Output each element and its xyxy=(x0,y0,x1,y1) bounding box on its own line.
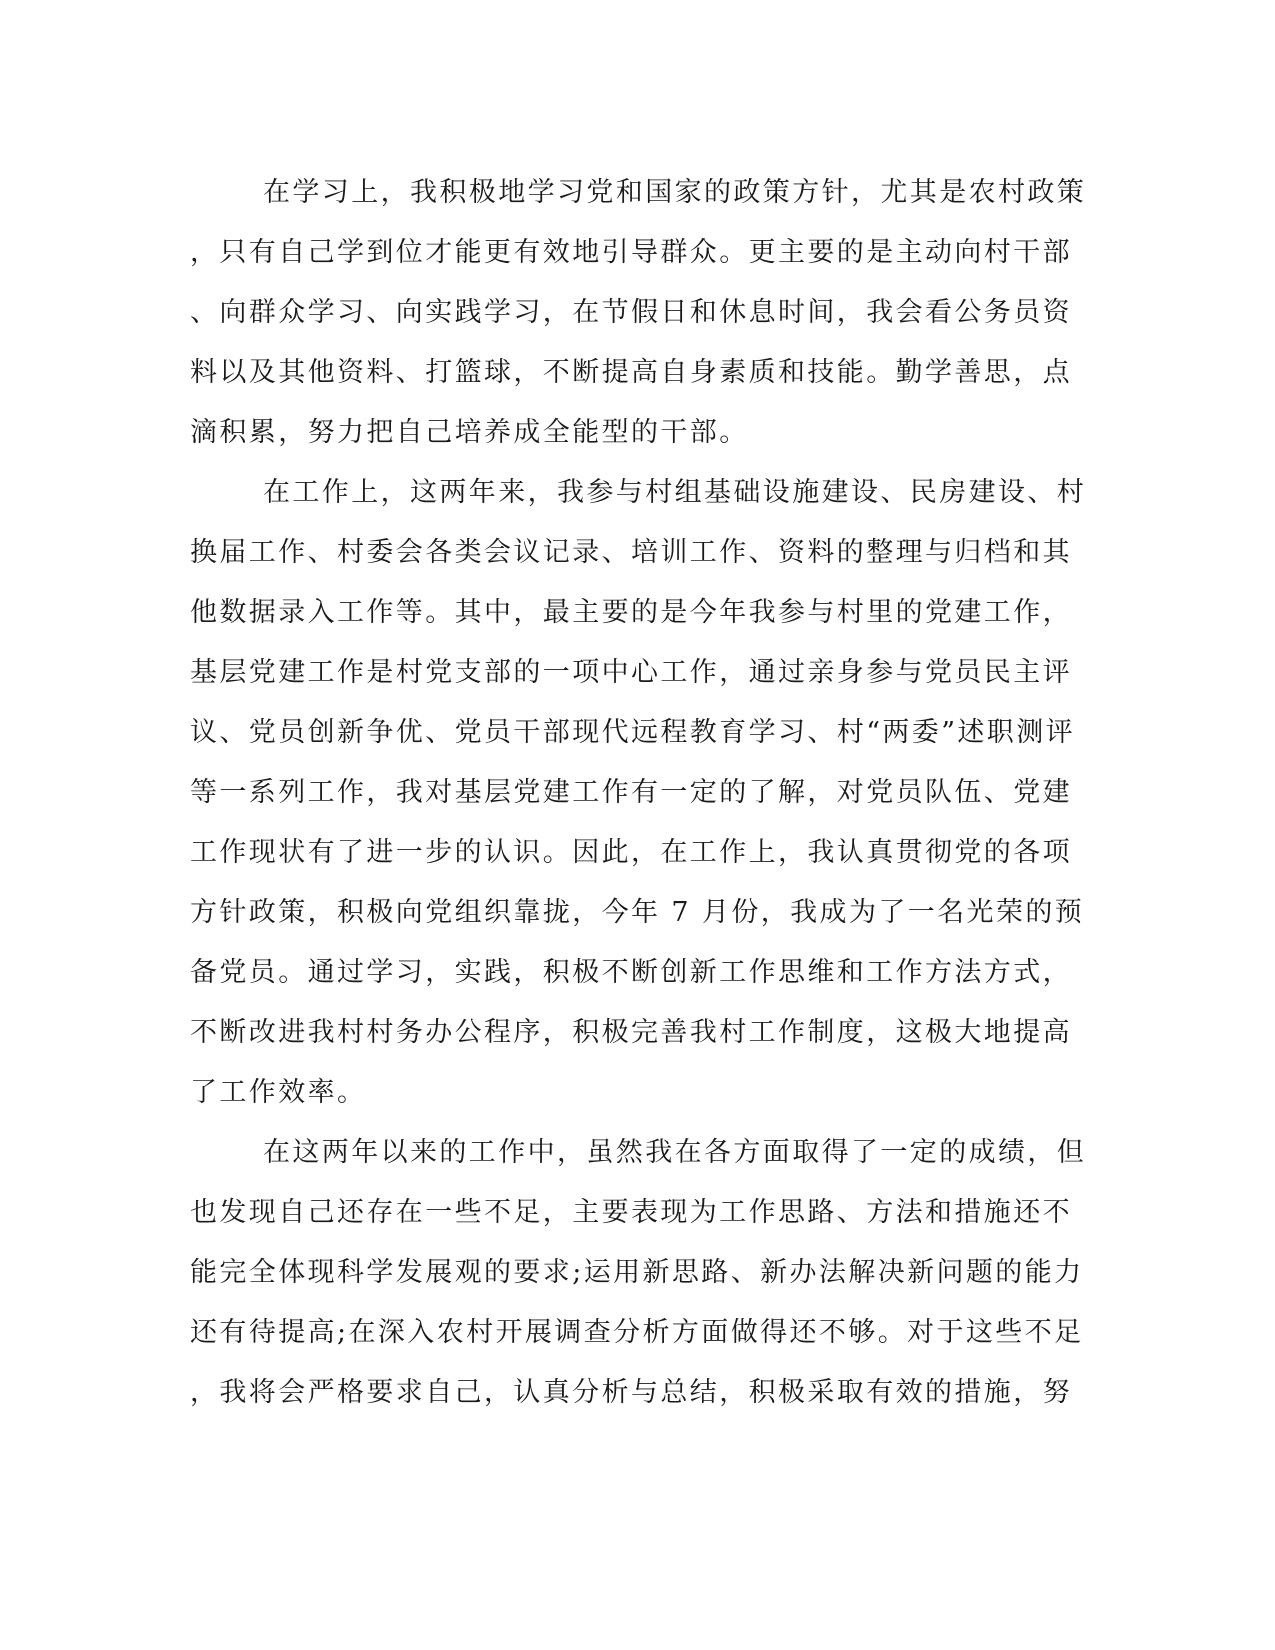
text-line: 在这两年以来的工作中，虽然我在各方面取得了一定的成绩，但 xyxy=(263,1137,1087,1168)
text-line: ，只有自己学到位才能更有效地引导群众。更主要的是主动向村干部 xyxy=(190,237,1072,268)
document-body xyxy=(190,163,1090,1423)
text-line: 他数据录入工作等。其中，最主要的是今年我参与村里的党建工作， xyxy=(190,597,1072,628)
text-line: 、向群众学习、向实践学习，在节假日和休息时间，我会看公务员资 xyxy=(190,297,1072,328)
text-line: 了工作效率。 xyxy=(190,1077,367,1108)
text-line: 也发现自己还存在一些不足，主要表现为工作思路、方法和措施还不 xyxy=(190,1197,1072,1228)
text-line: 在工作上，这两年来，我参与村组基础设施建设、民房建设、村 xyxy=(263,477,1087,508)
text-line: 工作现状有了进一步的认识。因此，在工作上，我认真贯彻党的各项 xyxy=(190,837,1072,868)
text-line: 方针政策，积极向党组织靠拢，今年 7 月份，我成为了一名光荣的预 xyxy=(190,897,1085,928)
text-line: 滴积累，努力把自己培养成全能型的干部。 xyxy=(190,417,749,448)
text-line: 换届工作、村委会各类会议记录、培训工作、资料的整理与归档和其 xyxy=(190,537,1072,568)
paragraph-shortcomings xyxy=(190,1123,1090,1423)
paragraph-work xyxy=(190,463,1090,1123)
text-line: 基层党建工作是村党支部的一项中心工作，通过亲身参与党员民主评 xyxy=(190,657,1072,688)
text-line: 在学习上，我积极地学习党和国家的政策方针，尤其是农村政策 xyxy=(263,177,1087,208)
text-line: 料以及其他资料、打篮球，不断提高自身素质和技能。勤学善思，点 xyxy=(190,357,1072,388)
paragraph-study xyxy=(190,163,1090,463)
text-line: 议、党员创新争优、党员干部现代远程教育学习、村“两委”述职测评 xyxy=(190,717,1076,748)
text-line: 等一系列工作，我对基层党建工作有一定的了解，对党员队伍、党建 xyxy=(190,777,1072,808)
text-line: 能完全体现科学发展观的要求;运用新思路、新办法解决新问题的能力 xyxy=(190,1257,1084,1288)
text-line: 不断改进我村村务办公程序，积极完善我村工作制度，这极大地提高 xyxy=(190,1017,1072,1048)
text-line: 还有待提高;在深入农村开展调查分析方面做得还不够。对于这些不足 xyxy=(190,1317,1084,1348)
text-line: ，我将会严格要求自己，认真分析与总结，积极采取有效的措施，努 xyxy=(190,1377,1072,1408)
text-line: 备党员。通过学习，实践，积极不断创新工作思维和工作方法方式， xyxy=(190,957,1072,988)
